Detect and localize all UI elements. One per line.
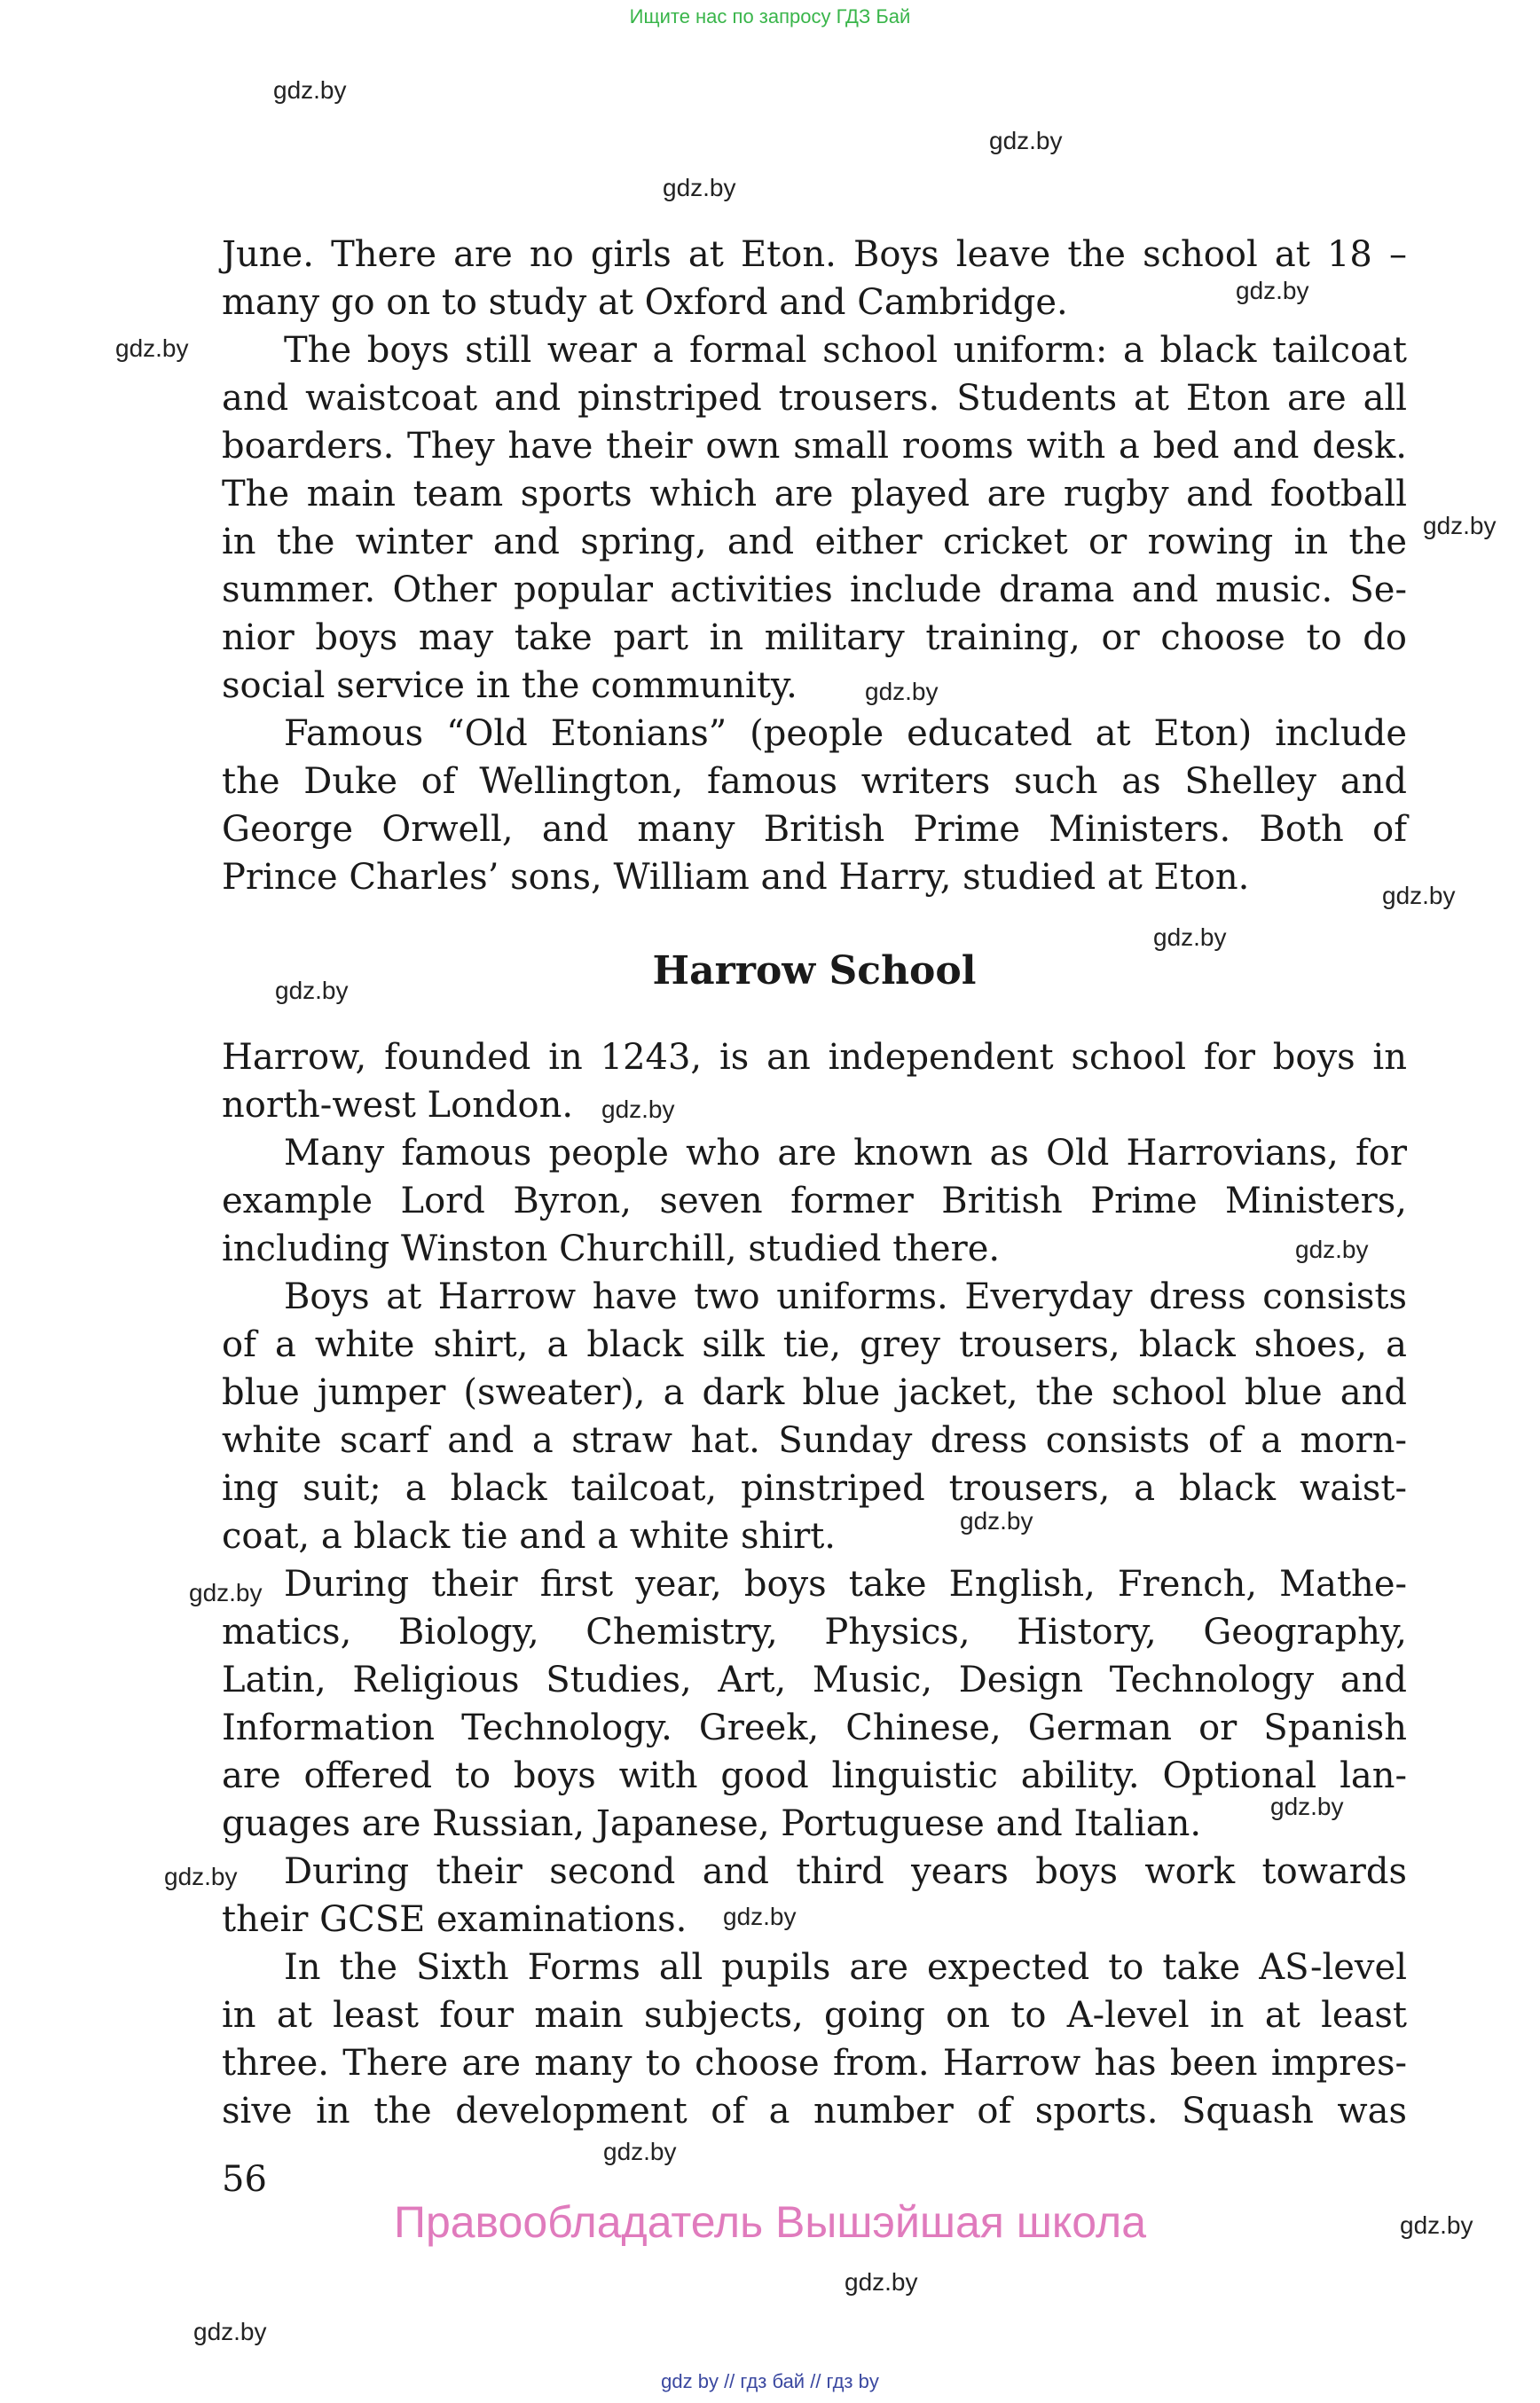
text-line: in the winter and spring, and either cricket or rowing in the xyxy=(222,522,1407,562)
watermark: gdz.by xyxy=(273,76,347,104)
text-line: summer. Other popular activities include drama and music. Se- xyxy=(222,569,1407,610)
text-line: north-west London. xyxy=(222,1085,574,1126)
section-heading: Harrow School xyxy=(652,948,977,993)
harrow-text-block xyxy=(222,1033,1407,2135)
watermark: gdz.by xyxy=(663,174,736,201)
page-number: 56 xyxy=(222,2159,267,2200)
watermark: gdz.by xyxy=(1295,1236,1369,1263)
text-line: nior boys may take part in military training, or choose to do xyxy=(222,617,1407,658)
text-line: During their first year, boys take English, French, Mathe- xyxy=(284,1564,1407,1605)
watermark: gdz.by xyxy=(115,334,189,362)
text-line: Information Technology. Greek, Chinese, German or Spanish xyxy=(222,1708,1407,1748)
watermark: gdz.by xyxy=(603,2138,677,2165)
eton-text-block xyxy=(222,231,1407,901)
text-line: In the Sixth Forms all pupils are expected to take AS-level xyxy=(284,1947,1407,1988)
text-line: Harrow, founded in 1243, is an independent school for boys in xyxy=(222,1037,1407,1078)
text-line: Many famous people who are known as Old Harrovians, for xyxy=(284,1133,1407,1174)
text-line: The main team sports which are played are rugby and football xyxy=(222,474,1407,514)
text-line: in at least four main subjects, going on to A-level in at least xyxy=(222,1995,1407,2036)
text-line: of a white shirt, a black silk tie, grey trousers, black shoes, a xyxy=(222,1324,1407,1365)
text-line: example Lord Byron, seven former British Prime Ministers, xyxy=(222,1181,1407,1221)
text-line: sive in the development of a number of sports. Squash was xyxy=(222,2091,1407,2132)
watermark: gdz.by xyxy=(865,678,939,705)
watermark: gdz.by xyxy=(275,977,349,1004)
text-line: and waistcoat and pinstriped trousers. Students at Eton are all xyxy=(222,378,1407,419)
top-banner[interactable]: Ищите нас по запросу ГДЗ Бай xyxy=(629,5,911,27)
text-line: boarders. They have their own small rooms with a bed and desk. xyxy=(222,426,1407,467)
watermark: gdz.by xyxy=(164,1863,238,1890)
text-line: the Duke of Wellington, famous writers such as Shelley and xyxy=(222,761,1407,802)
publisher-notice: Правообладатель Вышэйшая школа xyxy=(394,2197,1146,2247)
text-line: matics, Biology, Chemistry, Physics, History, Geography, xyxy=(222,1612,1407,1653)
watermark: gdz.by xyxy=(1400,2211,1473,2239)
text-line: June. There are no girls at Eton. Boys leave the school at 18 – xyxy=(222,234,1407,275)
watermark: gdz.by xyxy=(193,2318,267,2345)
text-line: guages are Russian, Japanese, Portuguese and Italian. xyxy=(222,1803,1202,1844)
watermark: gdz.by xyxy=(1153,923,1227,951)
text-line: Prince Charles’ sons, William and Harry, studied at Eton. xyxy=(222,857,1250,898)
text-line: George Orwell, and many British Prime Ministers. Both of xyxy=(222,809,1407,850)
text-line: Boys at Harrow have two uniforms. Everyday dress consists xyxy=(284,1276,1407,1317)
watermark: gdz.by xyxy=(189,1579,263,1606)
text-line: ing suit; a black tailcoat, pinstriped trousers, a black waist- xyxy=(222,1468,1407,1509)
text-line: social service in the community. xyxy=(222,665,798,706)
watermark: gdz.by xyxy=(1423,512,1497,539)
text-line: many go on to study at Oxford and Cambridge. xyxy=(222,282,1068,323)
watermark: gdz.by xyxy=(1270,1793,1344,1820)
text-line: white scarf and a straw hat. Sunday dress consists of a morn- xyxy=(222,1420,1407,1461)
text-line: blue jumper (sweater), a dark blue jacket, the school blue and xyxy=(222,1372,1407,1413)
text-line: three. There are many to choose from. Harrow has been impres- xyxy=(222,2043,1407,2084)
text-line: Latin, Religious Studies, Art, Music, Design Technology and xyxy=(222,1660,1407,1700)
watermark: gdz.by xyxy=(1236,277,1309,304)
watermark: gdz.by xyxy=(601,1095,675,1123)
watermark: gdz.by xyxy=(845,2268,918,2296)
text-line: During their second and third years boys work towards xyxy=(284,1851,1407,1892)
text-line: The boys still wear a formal school uniform: a black tailcoat xyxy=(284,330,1407,371)
text-line: coat, a black tie and a white shirt. xyxy=(222,1516,836,1557)
text-line: Famous “Old Etonians” (people educated at Eton) include xyxy=(284,713,1407,754)
bottom-links[interactable]: gdz by // гдз бай // гдз by xyxy=(661,2370,879,2392)
watermark: gdz.by xyxy=(989,127,1063,154)
watermark: gdz.by xyxy=(1382,882,1456,909)
watermark: gdz.by xyxy=(723,1903,797,1930)
text-line: including Winston Churchill, studied there. xyxy=(222,1229,1001,1269)
watermark: gdz.by xyxy=(960,1507,1033,1535)
text-line: are offered to boys with good linguistic ability. Optional lan- xyxy=(222,1755,1407,1796)
text-line: their GCSE examinations. xyxy=(222,1899,688,1940)
